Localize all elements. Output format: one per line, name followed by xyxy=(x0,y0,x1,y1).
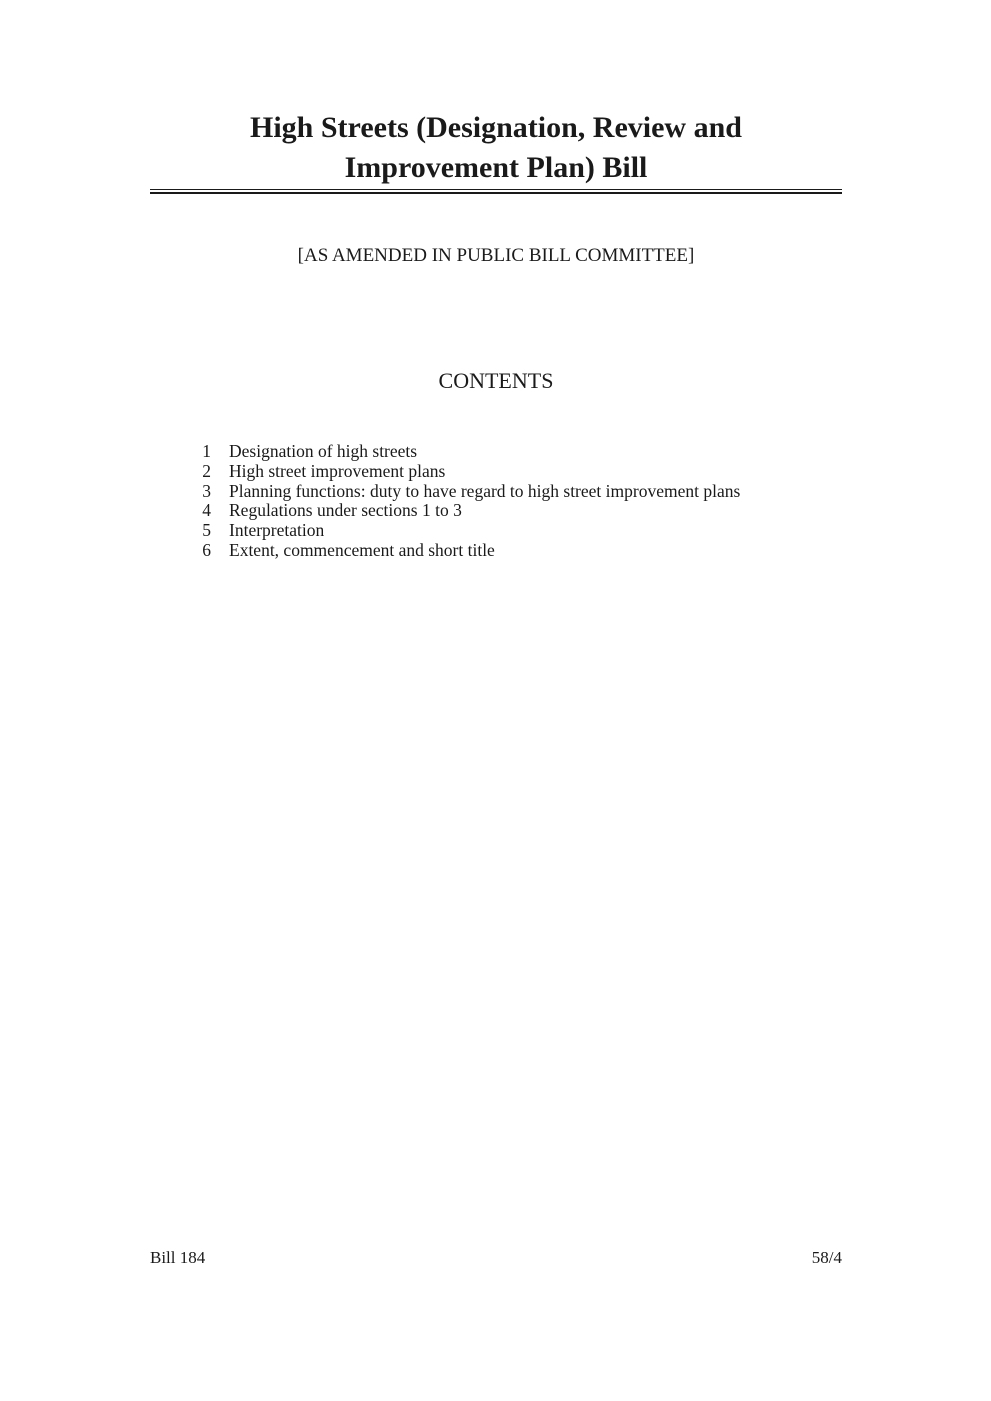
contents-item-text: Planning functions: duty to have regard to high street improvement plans xyxy=(229,480,741,501)
contents-item-text: Regulations under sections 1 to 3 xyxy=(229,500,462,521)
bill-title xyxy=(150,108,842,188)
contents-heading: CONTENTS xyxy=(438,368,554,393)
contents-item xyxy=(190,482,850,502)
contents-item xyxy=(190,501,850,521)
contents-item-number: 2 xyxy=(202,460,211,481)
contents-item-text: Interpretation xyxy=(229,520,325,541)
contents-item xyxy=(190,442,850,462)
title-double-rule xyxy=(150,189,842,194)
bill-number: Bill 184 xyxy=(150,1248,206,1267)
page-footer xyxy=(150,1247,842,1269)
contents-item-number: 4 xyxy=(202,500,211,521)
contents-item-text: Extent, commencement and short title xyxy=(229,539,495,560)
print-reference: 58/4 xyxy=(811,1248,842,1267)
contents-list xyxy=(190,442,850,561)
contents-item-number: 6 xyxy=(202,539,211,560)
contents-item xyxy=(190,521,850,541)
bill-status: [AS AMENDED IN PUBLIC BILL COMMITTEE] xyxy=(297,245,695,266)
contents-item-text: Designation of high streets xyxy=(229,441,418,461)
bill-title-line-1: High Streets (Designation, Review and xyxy=(250,111,742,144)
contents-item-text: High street improvement plans xyxy=(229,460,446,481)
contents-item-number: 1 xyxy=(202,441,211,461)
contents-item-number: 5 xyxy=(202,520,211,541)
contents-item xyxy=(190,541,850,561)
bill-title-line-2: Improvement Plan) Bill xyxy=(344,151,648,184)
contents-item xyxy=(190,462,850,482)
contents-item-number: 3 xyxy=(202,480,211,501)
